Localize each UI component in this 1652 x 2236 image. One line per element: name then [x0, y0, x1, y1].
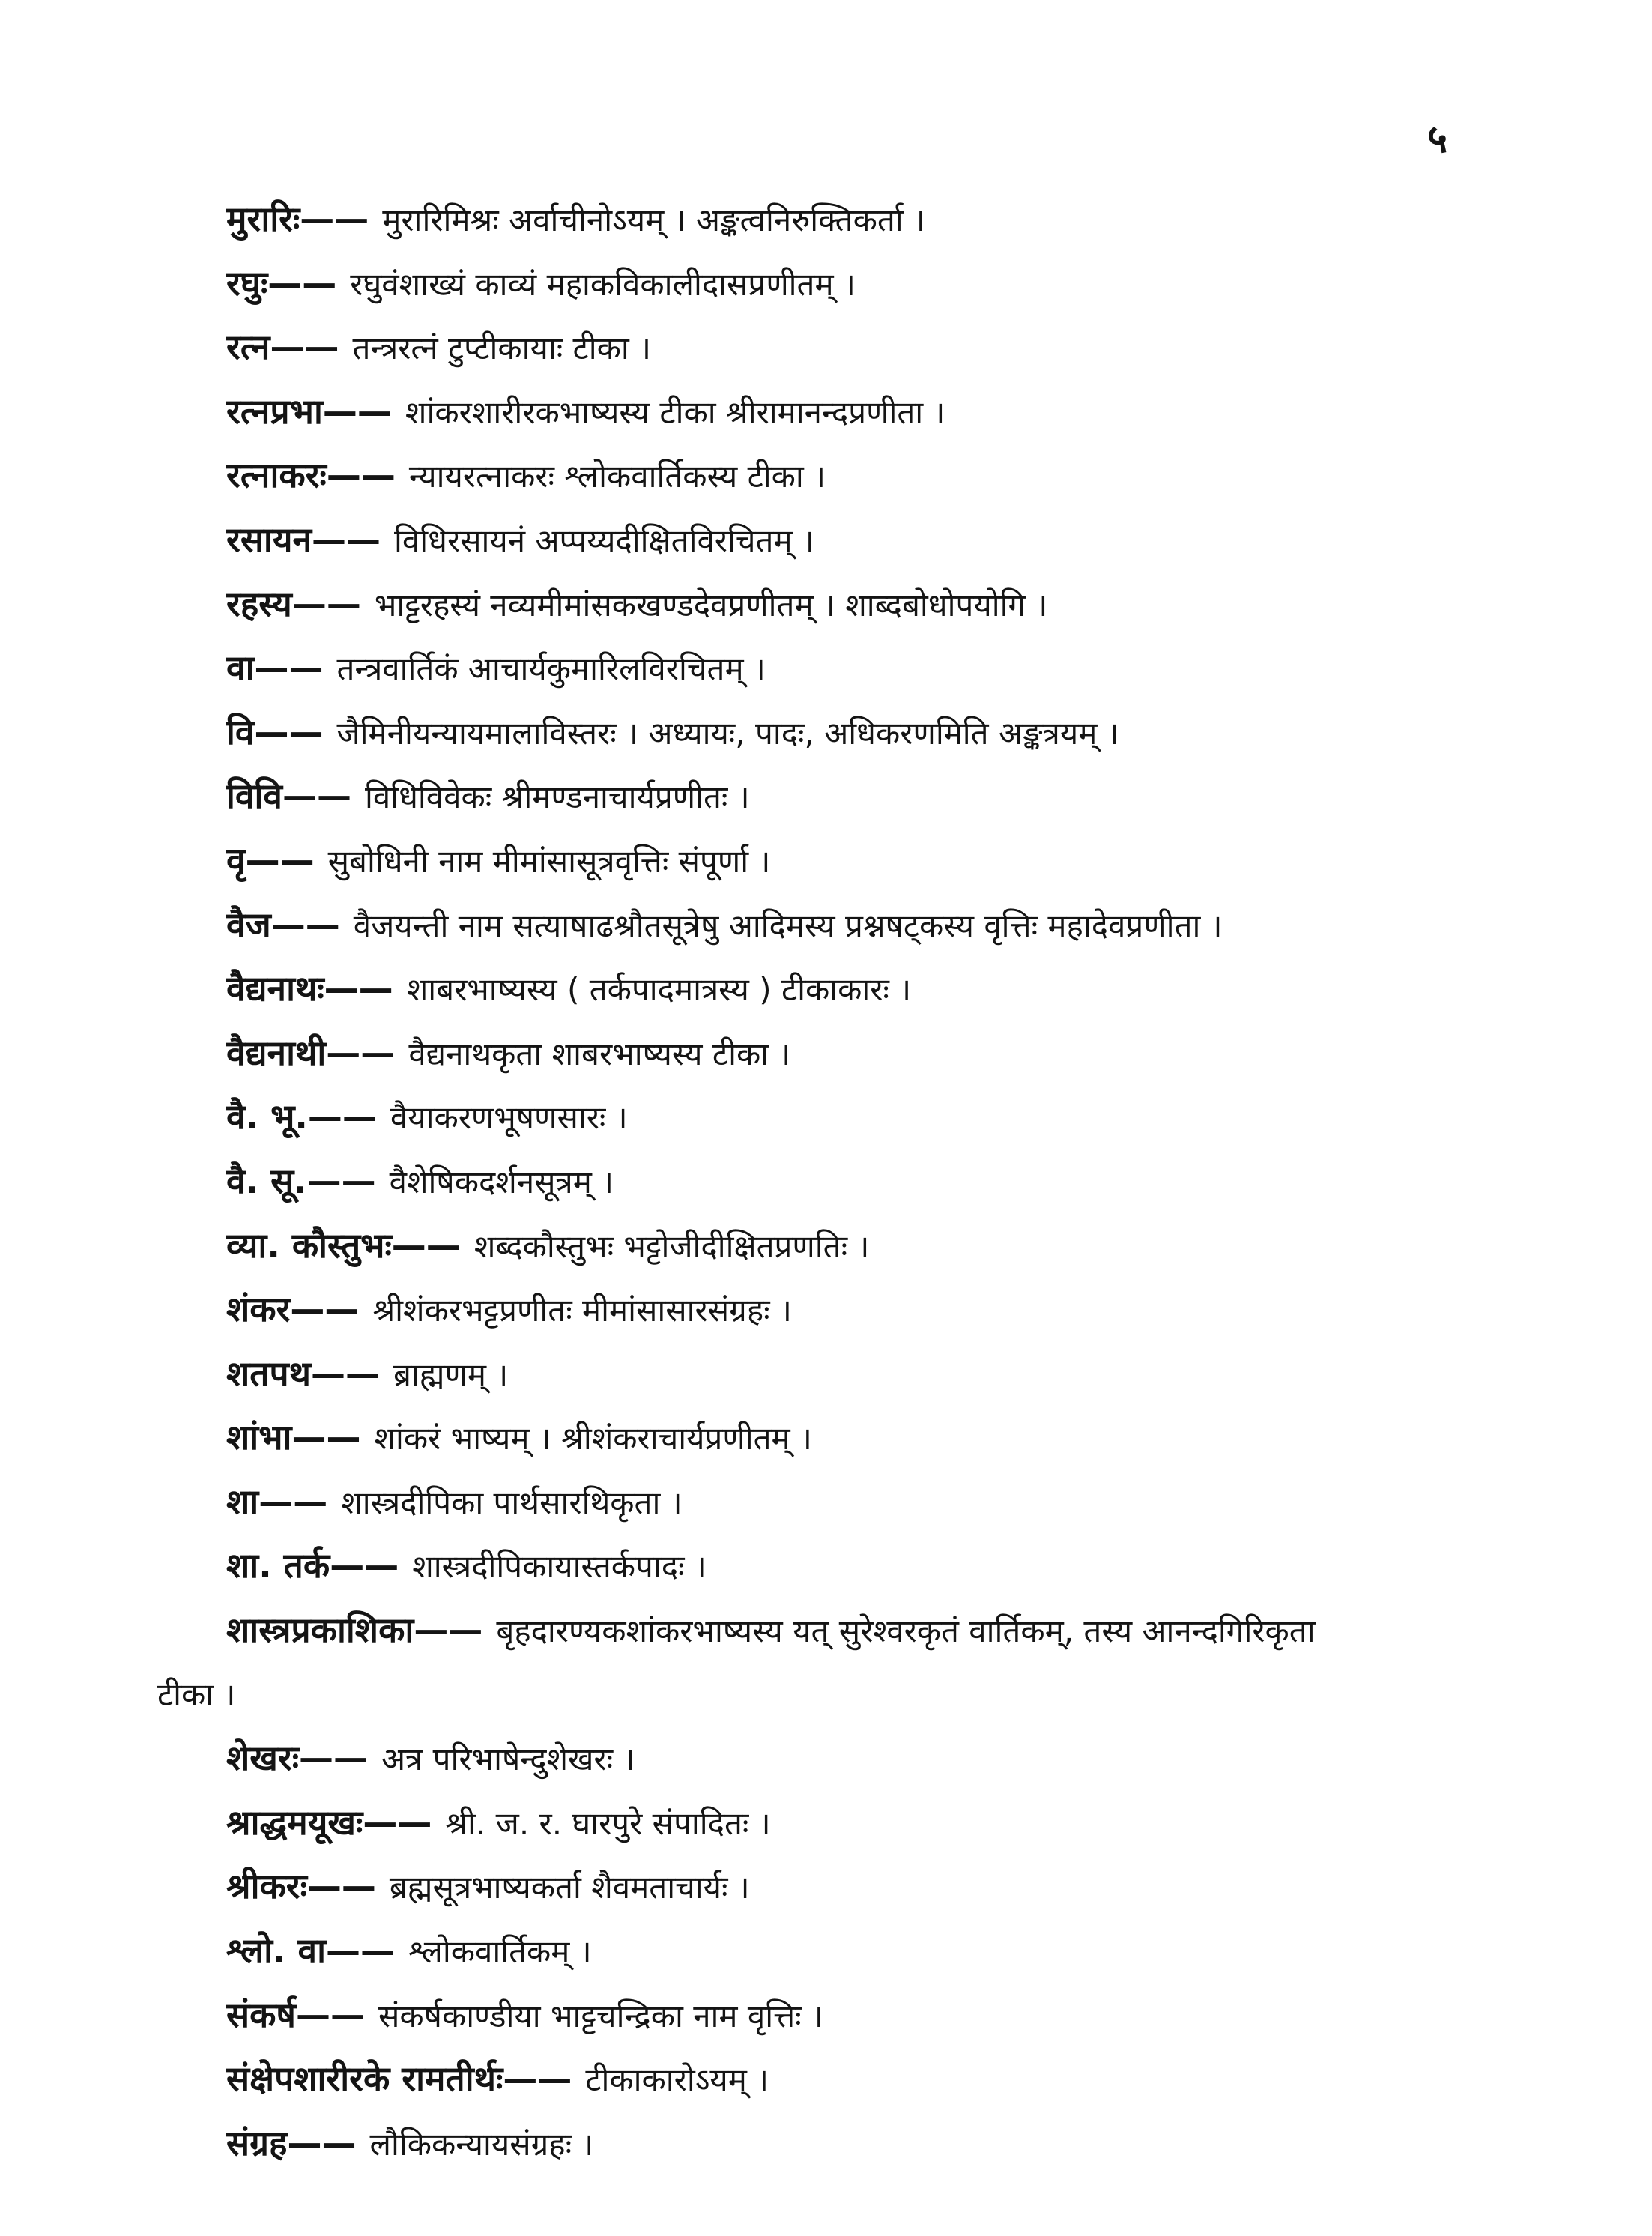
- glossary-entry-wrapped: [0, 1598, 1652, 1726]
- glossary-entry: [0, 701, 1652, 765]
- entry-headword: शास्त्रप्रकाशिका——: [226, 1610, 483, 1651]
- glossary-entry: [0, 1214, 1652, 1278]
- glossary-entry: [0, 252, 1652, 316]
- entry-headword: वा——: [226, 647, 324, 689]
- entry-headword: वैद्यनाथः——: [226, 968, 393, 1009]
- glossary-entry: [0, 1149, 1652, 1214]
- entry-definition: तन्त्रवार्तिकं आचार्यकुमारिलविरचितम् ।: [336, 650, 766, 688]
- entry-headword: शा. तर्क——: [226, 1545, 399, 1586]
- entry-definition: वैजयन्ती नाम सत्याषाढश्रौतसूत्रेषु आदिमस्य प्रश्नषट्कस्य वृत्तिः महादेवप्रणीता ।: [353, 907, 1223, 944]
- entry-headword: संक्षेपशारीरके रामतीर्थः——: [226, 2058, 572, 2100]
- glossary-entry: [0, 957, 1652, 1021]
- entry-definition: शास्त्रदीपिका पार्थसारथिकृता ।: [341, 1484, 683, 1521]
- entry-definition: रघुवंशाख्यं काव्यं महाकविकालीदासप्रणीतम् ।: [350, 265, 856, 303]
- entry-headword: व्या. कौस्तुभः——: [226, 1224, 461, 1266]
- entry-definition: श्री. ज. र. घारपुरे संपादितः ।: [445, 1804, 771, 1842]
- glossary-entry: [0, 380, 1652, 444]
- entry-headword: मुरारिः——: [226, 199, 369, 239]
- entry-definition: विधिविवेकः श्रीमण्डनाचार्यप्रणीतः ।: [364, 779, 750, 816]
- wrapped-first-line: [226, 1598, 1502, 1663]
- entry-definition: शब्दकौस्तुभः भट्टोजीदीक्षितप्रणतिः ।: [473, 1227, 870, 1265]
- glossary-entry: [0, 315, 1652, 380]
- entry-headword: रघुः——: [226, 262, 337, 303]
- entry-headword: रत्न——: [226, 327, 339, 368]
- entry-definition: जैमिनीयन्यायमालाविस्तरः । अध्यायः, पादः, अधिकरणमिति अङ्कत्रयम् ।: [336, 714, 1119, 752]
- entry-definition: अत्र परिभाषेन्दुशेखरः ।: [381, 1741, 635, 1778]
- entry-headword: वै. भू.——: [226, 1096, 377, 1137]
- entry-definition: मुरारिमिश्रः अर्वाचीनोऽयम् । अङ्कत्वनिरुक्तिकर्ता ।: [382, 202, 925, 238]
- entry-definition: शास्त्रदीपिकायास्तर्कपादः ।: [412, 1548, 707, 1586]
- entry-headword: शांभा——: [226, 1417, 361, 1458]
- entry-definition: तन्त्ररत्नं टुप्टीकायाः टीका ।: [352, 330, 651, 367]
- entry-definition: भाट्टरहस्यं नव्यमीमांसकखण्डदेवप्रणीतम् । शाब्दबोधोपयोगि ।: [374, 586, 1048, 623]
- entry-definition: न्यायरत्नाकरः श्लोकवार्तिकस्य टीका ।: [408, 458, 826, 495]
- entry-headword: संकर्ष——: [226, 1994, 366, 2035]
- entry-headword: वि——: [226, 711, 324, 752]
- glossary-entry: [0, 1342, 1652, 1406]
- glossary-entry: [0, 2047, 1652, 2112]
- entry-headword: रत्नाकरः——: [226, 455, 396, 496]
- glossary-list: [0, 187, 1652, 2175]
- entry-definition: विधिरसायनं अप्पय्यदीक्षितविरचितम् ।: [394, 522, 814, 559]
- entry-headword: शा——: [226, 1481, 328, 1522]
- glossary-entry: [0, 444, 1652, 508]
- entry-headword: वै. सू.——: [226, 1160, 376, 1201]
- entry-headword: वैज——: [226, 904, 340, 945]
- glossary-entry: [0, 1021, 1652, 1086]
- entry-headword: रसायन——: [226, 519, 381, 560]
- entry-headword: रत्नप्रभा——: [226, 390, 392, 432]
- glossary-entry: [0, 1406, 1652, 1470]
- entry-headword: शतपथ——: [226, 1353, 381, 1394]
- glossary-entry: [0, 636, 1652, 701]
- entry-definition: ब्राह्मणम् ।: [393, 1356, 509, 1393]
- entry-headword: रहस्य——: [226, 583, 361, 624]
- entry-headword: श्लो. वा——: [226, 1930, 396, 1971]
- glossary-entry: [0, 572, 1652, 637]
- entry-definition: लौकिकन्यायसंग्रहः ।: [369, 2125, 594, 2163]
- entry-headword: विवि——: [226, 776, 351, 817]
- entry-definition: वैयाकरणभूषणसारः ।: [390, 1099, 628, 1137]
- entry-definition: सुबोधिनी नाम मीमांसासूत्रवृत्तिः संपूर्णा ।: [327, 842, 771, 880]
- glossary-entry: [0, 2112, 1652, 2176]
- glossary-entry: [0, 508, 1652, 572]
- glossary-entry: [0, 1278, 1652, 1342]
- entry-definition: वैद्यनाथकृता शाबरभाष्यस्य टीका ।: [408, 1035, 791, 1072]
- glossary-entry: [0, 1983, 1652, 2048]
- glossary-entry: [0, 893, 1652, 958]
- glossary-entry: [0, 1085, 1652, 1149]
- entry-headword: संग्रह——: [226, 2122, 357, 2163]
- glossary-entry: [0, 1855, 1652, 1919]
- glossary-entry: [0, 1919, 1652, 1983]
- page-number: ५: [1427, 117, 1448, 162]
- entry-definition: बृहदारण्यकशांकरभाष्यस्य यत् सुरेश्वरकृतं वार्तिकम्, तस्य आनन्दगिरिकृता: [496, 1613, 1316, 1650]
- entry-definition: ब्रह्मसूत्रभाष्यकर्ता शैवमताचार्यः ।: [389, 1869, 750, 1906]
- entry-headword: श्राद्धमयूखः——: [226, 1801, 432, 1843]
- entry-definition: शांकरशारीरकभाष्यस्य टीका श्रीरामानन्दप्रणीता ।: [405, 393, 945, 431]
- entry-headword: शेखरः——: [226, 1738, 369, 1779]
- glossary-entry: [0, 1791, 1652, 1855]
- entry-definition: संकर्षकाण्डीया भाट्टचन्द्रिका नाम वृत्तिः ।: [378, 1997, 823, 2034]
- glossary-entry: [0, 187, 1652, 252]
- entry-definition: वैशेषिकदर्शनसूत्रम् ।: [389, 1163, 614, 1200]
- entry-headword: वैद्यनाथी——: [226, 1032, 396, 1073]
- glossary-entry: [0, 1470, 1652, 1535]
- entry-definition: श्लोकवार्तिकम् ।: [408, 1933, 592, 1971]
- entry-definition: शाबरभाष्यस्य ( तर्कपादमात्रस्य ) टीकाकारः ।: [406, 971, 912, 1009]
- entry-headword: श्रीकरः——: [226, 1866, 376, 1907]
- entry-definition: टीकाकारोऽयम् ।: [585, 2061, 769, 2099]
- entry-definition: श्रीशंकरभट्टप्रणीतः मीमांसासारसंग्रहः ।: [372, 1292, 792, 1329]
- glossary-entry: [0, 1534, 1652, 1598]
- entry-headword: शंकर——: [226, 1289, 360, 1330]
- glossary-entry: [0, 829, 1652, 893]
- glossary-entry: [0, 764, 1652, 829]
- entry-definition: शांकरं भाष्यम् । श्रीशंकराचार्यप्रणीतम् ।: [374, 1420, 812, 1457]
- entry-headword: वृ——: [226, 839, 315, 880]
- glossary-entry: [0, 1726, 1652, 1791]
- entry-continuation: टीका ।: [157, 1676, 236, 1713]
